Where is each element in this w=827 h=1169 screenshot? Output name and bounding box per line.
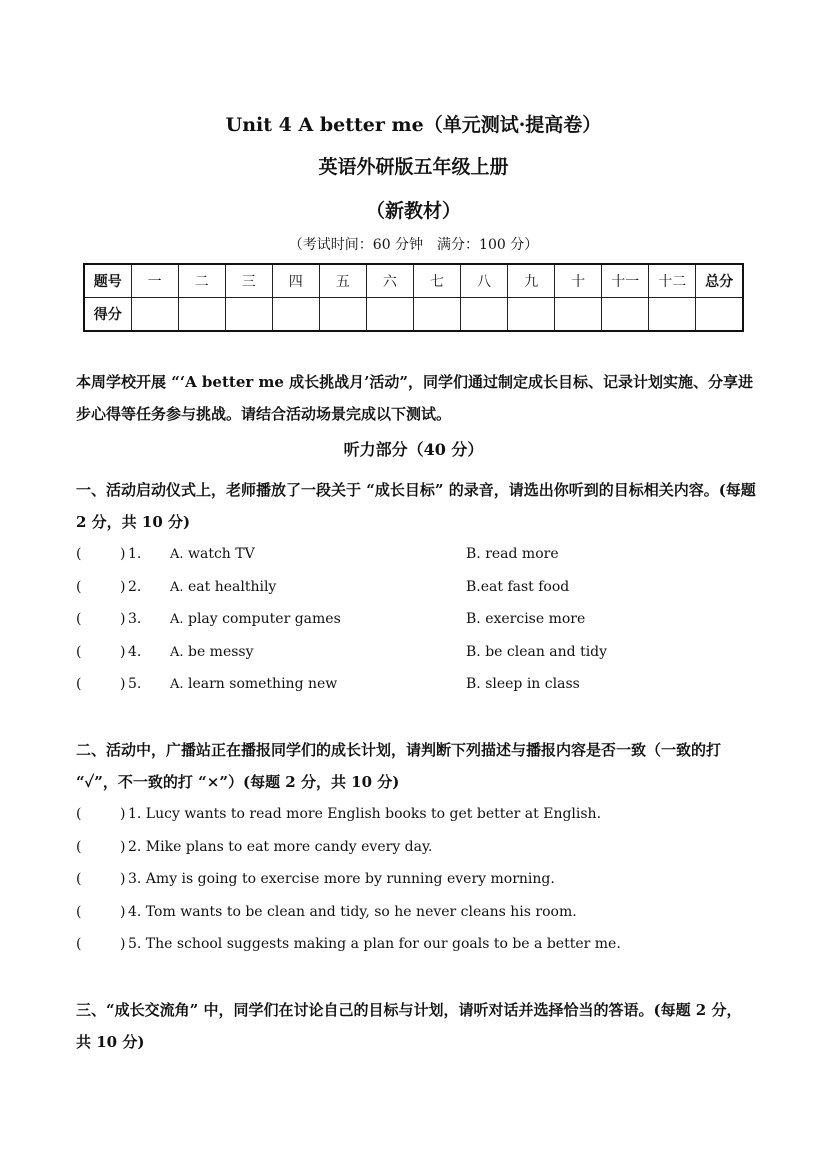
answer-paren-right: ) bbox=[120, 936, 126, 952]
option-b: B. read more bbox=[466, 546, 559, 562]
edition-label: （新教材） bbox=[365, 200, 461, 222]
option-a bbox=[170, 579, 276, 595]
tf-statement: 3. Amy is going to exercise more by running every morning. bbox=[128, 871, 555, 887]
tf-statement: 5. The school suggests making a plan for our goals to be a better me. bbox=[128, 936, 621, 952]
mc-question bbox=[76, 579, 756, 603]
section1-heading: 一、活动启动仪式上，老师播放了一段关于 “成长目标” 的录音，请选出你听到的目标相关内容。(每题 2 分，共 10 分) bbox=[76, 481, 756, 531]
answer-paren-right: ) bbox=[120, 579, 126, 595]
answer-paren-right: ) bbox=[120, 904, 126, 920]
score-table-header-row bbox=[84, 264, 743, 298]
option-a-label: A. bbox=[170, 612, 184, 627]
option-b: B. sleep in class bbox=[466, 676, 580, 692]
section3-heading: 三、“成长交流角” 中，同学们在讨论自己的目标与计划，请听对话并选择恰当的答语。(每题 2 分，共 10 分) bbox=[76, 1001, 742, 1051]
option-a bbox=[170, 611, 341, 627]
mc-question bbox=[76, 546, 756, 570]
tf-statement: 4. Tom wants to be clean and tidy, so he never cleans his room. bbox=[128, 904, 577, 920]
answer-paren-right: ) bbox=[120, 611, 126, 627]
option-a-text: watch TV bbox=[187, 546, 255, 562]
answer-paren-left: ( bbox=[76, 546, 82, 562]
option-a-text: learn something new bbox=[187, 676, 338, 692]
mc-question bbox=[76, 676, 756, 700]
tf-statement: 1. Lucy wants to read more English books to get better at English. bbox=[128, 806, 602, 822]
option-a bbox=[170, 676, 337, 692]
answer-paren-left: ( bbox=[76, 644, 82, 660]
score-cell bbox=[413, 298, 460, 332]
mc-question bbox=[76, 644, 756, 668]
page-subtitle: 英语外研版五年级上册 bbox=[318, 156, 509, 178]
score-cell bbox=[272, 298, 319, 332]
answer-paren-right: ) bbox=[120, 546, 126, 562]
option-a-text: eat healthily bbox=[187, 579, 277, 595]
score-row-label: 题号 bbox=[84, 264, 131, 298]
tf-question bbox=[76, 936, 756, 960]
score-col-10: 十 bbox=[555, 264, 602, 298]
score-cell bbox=[131, 298, 178, 332]
answer-paren-right: ) bbox=[120, 644, 126, 660]
score-col-2: 二 bbox=[178, 264, 225, 298]
question-number: 2. bbox=[128, 579, 142, 595]
answer-paren-right: ) bbox=[120, 871, 126, 887]
option-a-label: A. bbox=[170, 645, 184, 660]
answer-paren-right: ) bbox=[120, 839, 126, 855]
score-row-label: 得分 bbox=[84, 298, 131, 332]
score-col-total: 总分 bbox=[696, 264, 743, 298]
answer-paren-left: ( bbox=[76, 611, 82, 627]
option-a-text: be messy bbox=[187, 644, 254, 660]
answer-paren-left: ( bbox=[76, 579, 82, 595]
question-number: 4. bbox=[128, 644, 142, 660]
score-cell bbox=[649, 298, 696, 332]
option-b: B. exercise more bbox=[466, 611, 586, 627]
intro-paragraph: 本周学校开展 “‘A better me 成长挑战月’活动”，同学们通过制定成长目标、记录计划实施、分享进步心得等任务参与挑战。请结合活动场景完成以下测试。 bbox=[76, 373, 753, 423]
answer-paren-left: ( bbox=[76, 676, 82, 692]
score-cell bbox=[461, 298, 508, 332]
mc-question bbox=[76, 611, 756, 635]
score-col-6: 六 bbox=[366, 264, 413, 298]
score-col-4: 四 bbox=[272, 264, 319, 298]
answer-paren-right: ) bbox=[120, 676, 126, 692]
option-b: B. be clean and tidy bbox=[466, 644, 608, 660]
score-col-8: 八 bbox=[461, 264, 508, 298]
option-a-text: play computer games bbox=[187, 611, 341, 627]
score-cell bbox=[366, 298, 413, 332]
score-cell bbox=[602, 298, 649, 332]
exam-info: （考试时间：60 分钟 满分：100 分） bbox=[288, 237, 539, 253]
score-col-7: 七 bbox=[413, 264, 460, 298]
section2-heading: 二、活动中，广播站正在播报同学们的成长计划，请判断下列描述与播报内容是否一致（一致的打 “✓”，不一致的打 “×”）(每题 2 分，共 10 分) bbox=[76, 741, 722, 791]
question-number: 5. bbox=[128, 676, 142, 692]
score-col-1: 一 bbox=[131, 264, 178, 298]
option-a bbox=[170, 644, 254, 660]
score-cell bbox=[178, 298, 225, 332]
question-number: 1. bbox=[128, 546, 142, 562]
listening-heading: 听力部分（40 分） bbox=[343, 440, 484, 459]
answer-paren-left: ( bbox=[76, 806, 82, 822]
tf-question bbox=[76, 871, 756, 895]
score-table-score-row bbox=[84, 298, 743, 332]
option-a-label: A. bbox=[170, 580, 184, 595]
answer-paren-left: ( bbox=[76, 904, 82, 920]
tf-question bbox=[76, 904, 756, 928]
option-b: B.eat fast food bbox=[466, 579, 570, 595]
score-col-3: 三 bbox=[225, 264, 272, 298]
tf-statement: 2. Mike plans to eat more candy every day. bbox=[128, 839, 433, 855]
score-col-5: 五 bbox=[319, 264, 366, 298]
score-table bbox=[83, 263, 744, 332]
tf-question bbox=[76, 839, 756, 863]
option-a-label: A. bbox=[170, 547, 184, 562]
score-cell bbox=[555, 298, 602, 332]
score-cell bbox=[225, 298, 272, 332]
score-cell bbox=[319, 298, 366, 332]
answer-paren-left: ( bbox=[76, 839, 82, 855]
score-col-11: 十一 bbox=[602, 264, 649, 298]
answer-paren-left: ( bbox=[76, 871, 82, 887]
answer-paren-left: ( bbox=[76, 936, 82, 952]
score-cell bbox=[508, 298, 555, 332]
page-title: Unit 4 A better me（单元测试·提高卷） bbox=[225, 114, 602, 136]
score-cell bbox=[696, 298, 743, 332]
option-a-label: A. bbox=[170, 677, 184, 692]
score-col-12: 十二 bbox=[649, 264, 696, 298]
score-col-9: 九 bbox=[508, 264, 555, 298]
question-number: 3. bbox=[128, 611, 142, 627]
answer-paren-right: ) bbox=[120, 806, 126, 822]
option-a bbox=[170, 546, 255, 562]
tf-question bbox=[76, 806, 756, 830]
